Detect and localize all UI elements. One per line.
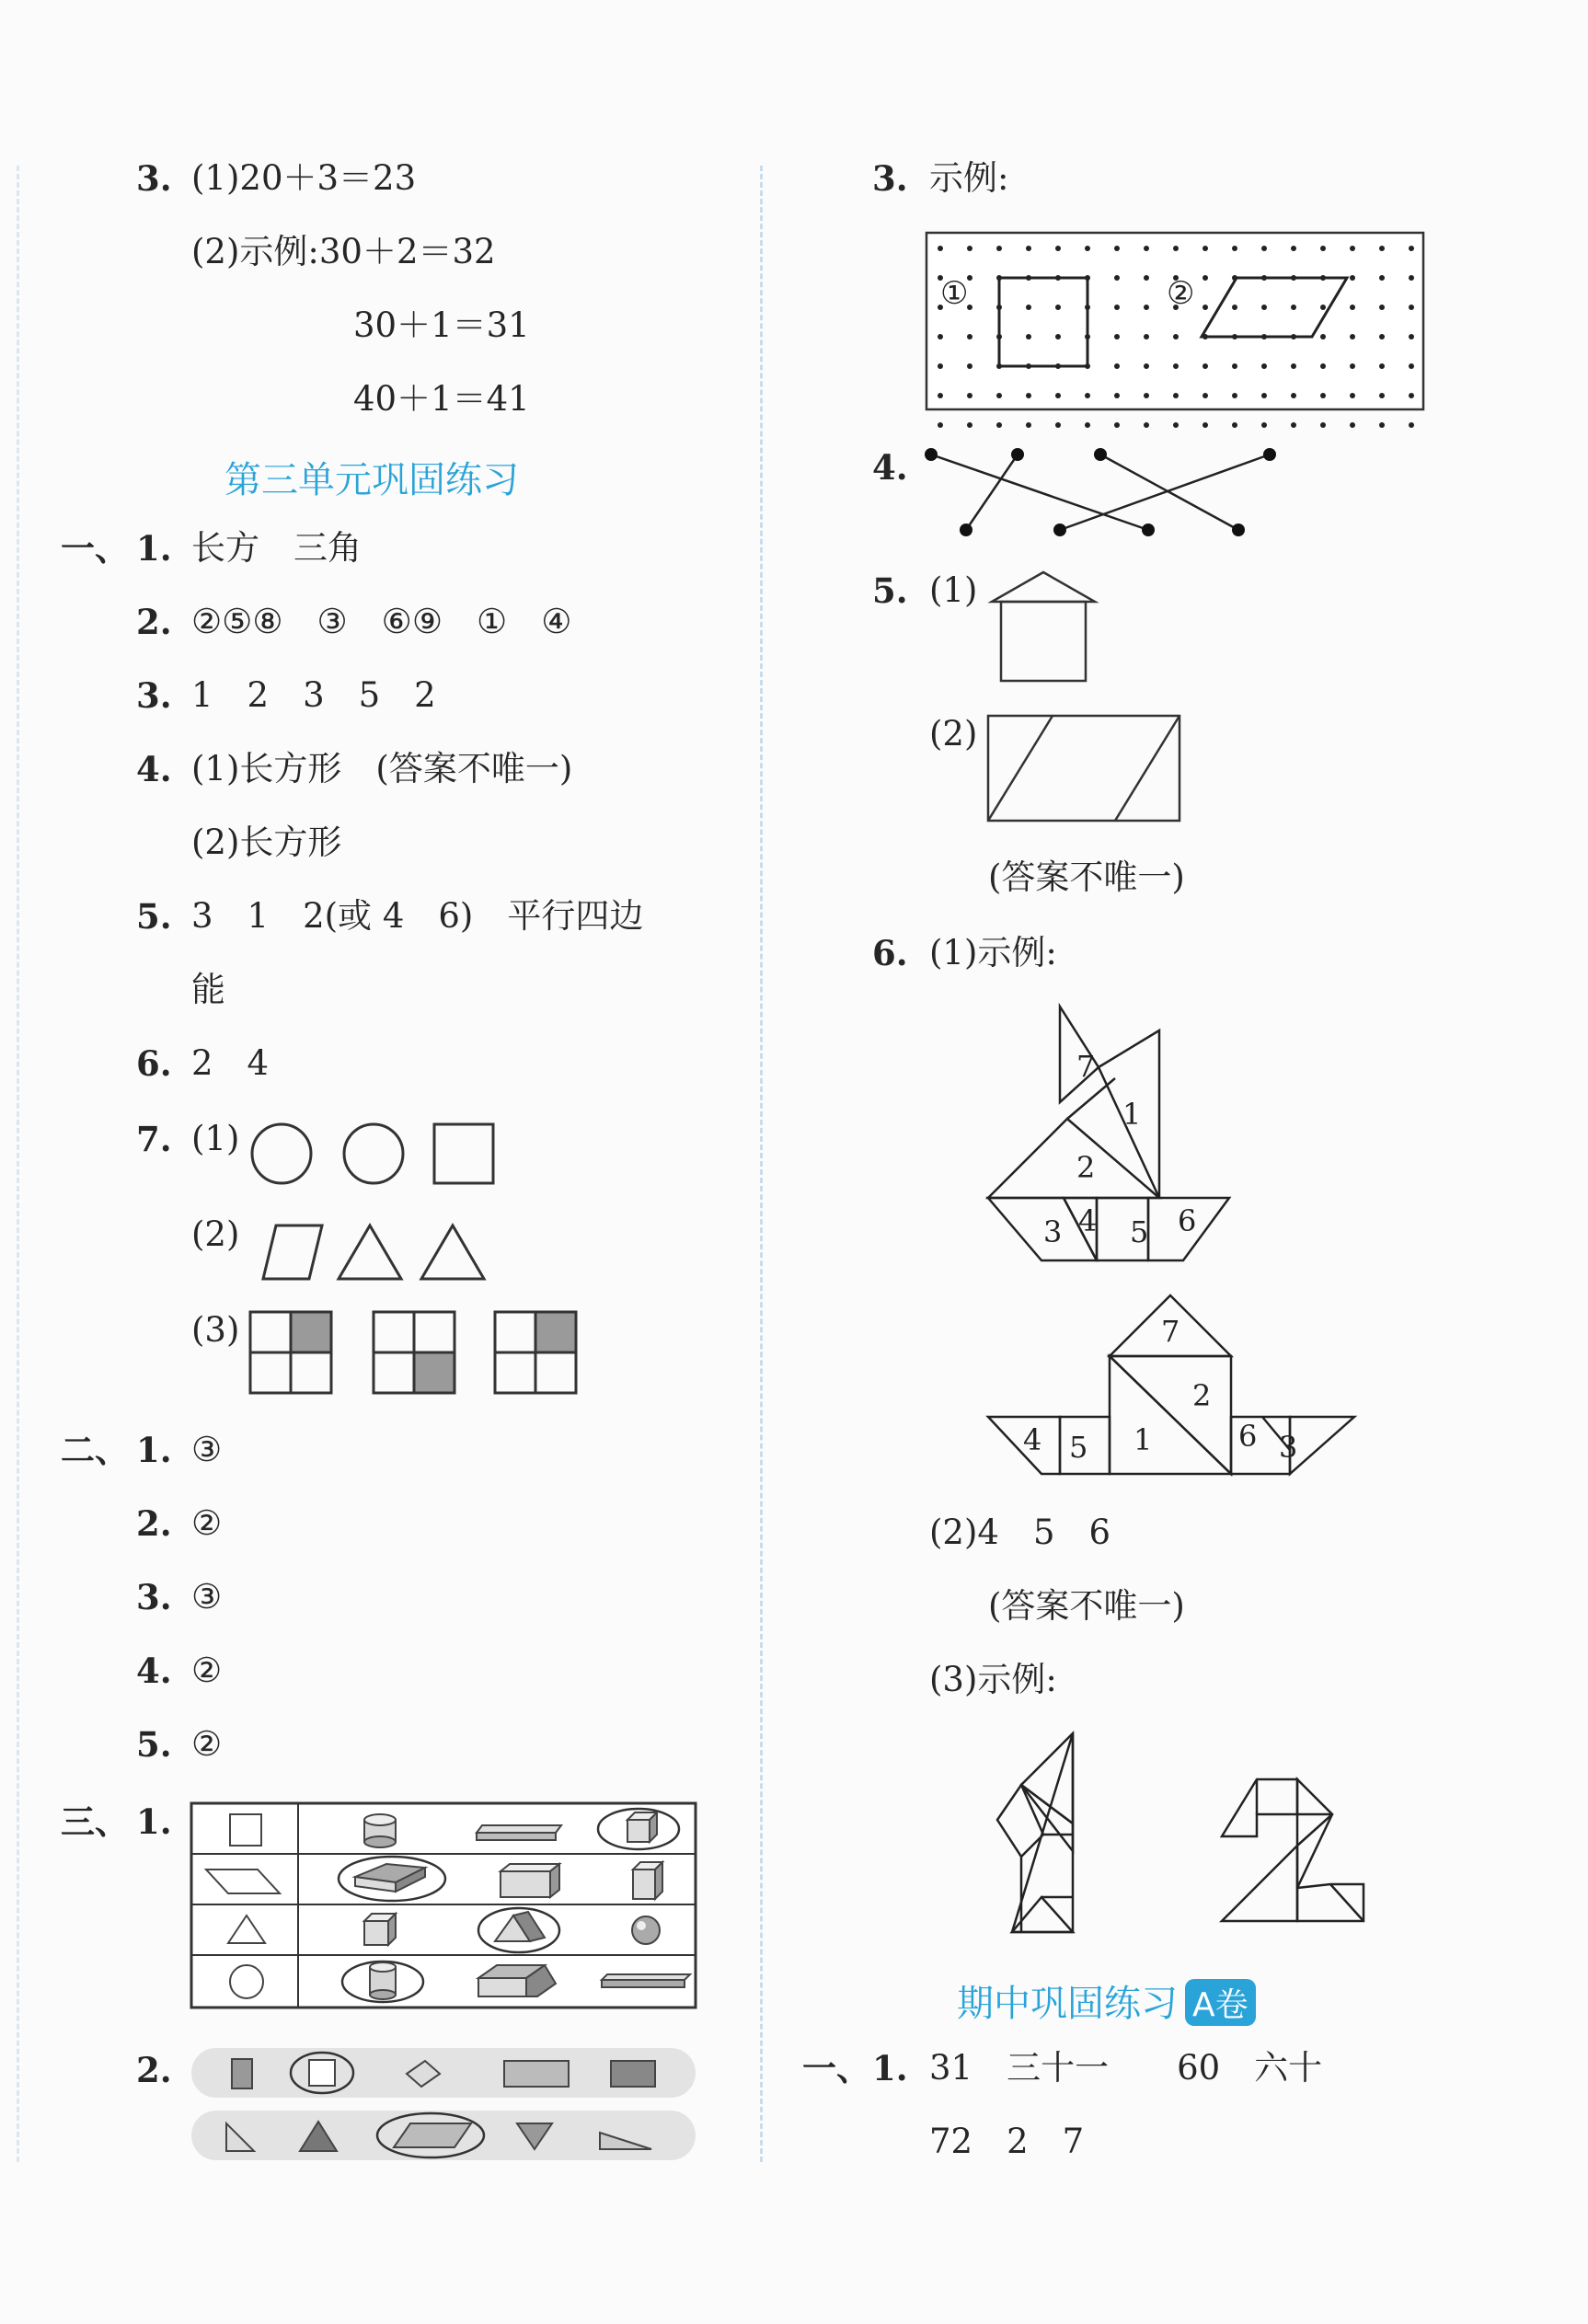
grid-dot	[1203, 305, 1208, 310]
circled-square-face	[309, 2060, 335, 2086]
grid-dot	[1173, 246, 1179, 251]
p1-q7-sub1: (1)	[191, 1119, 240, 1158]
r-part1-label: 一、	[802, 2048, 870, 2088]
grid-dot	[1409, 334, 1414, 339]
p1-q4-answer-2: (2)长方形	[191, 823, 342, 862]
p1-q7-number: 7.	[136, 1119, 172, 1159]
r-p1-q1-answer-2: 72 2 7	[929, 2122, 1085, 2161]
section-title-midterm-text: 期中巩固练习	[957, 1983, 1178, 2025]
tangram2-piece-3: 3	[1279, 1430, 1298, 1465]
r-q6-note: (答案不唯一)	[988, 1586, 1185, 1626]
rectangle-face	[232, 2059, 252, 2088]
grid-dot	[1173, 334, 1179, 339]
grid-dot	[1291, 393, 1296, 398]
cylinder-icon	[364, 1814, 396, 1847]
r-q3-number: 3.	[872, 158, 908, 199]
p1-q3-number: 3.	[136, 675, 172, 716]
q7-2-shapes	[248, 1213, 506, 1286]
tangram1-piece-2: 2	[1076, 1150, 1096, 1185]
tangram1-piece-5: 5	[1130, 1214, 1149, 1249]
grid-dot	[1144, 246, 1149, 251]
r-q5-note: (答案不唯一)	[988, 857, 1185, 897]
triangle-shape-1	[339, 1225, 401, 1279]
matching-lines	[920, 442, 1288, 543]
p2-q3-answer: ③	[191, 1577, 223, 1616]
grid-dot	[938, 422, 943, 428]
r-q5-number: 5.	[872, 570, 908, 611]
grid-dot	[1203, 422, 1208, 428]
r-q6-number: 6.	[872, 933, 908, 973]
grid-dot	[1114, 393, 1120, 398]
triangle-shape-2	[421, 1225, 484, 1279]
dark-rectangle-face	[611, 2061, 655, 2087]
p2-q2-answer: ②	[191, 1503, 223, 1543]
grid-dot	[1350, 275, 1355, 281]
flat-board-icon	[477, 1825, 561, 1840]
grid-dot	[1232, 246, 1237, 251]
grid-dot	[1261, 422, 1267, 428]
r-q4-number: 4.	[872, 447, 908, 488]
circle-shape-1	[252, 1124, 311, 1183]
q3-number: 3.	[136, 158, 172, 199]
grid-dot	[1085, 422, 1090, 428]
p1-q5-answer-1: 3 1 2(或 4 6) 平行四边	[191, 896, 644, 936]
p1-q1-answer: 长方 三角	[191, 528, 362, 568]
grid-dot	[1232, 305, 1237, 310]
grid-dot	[1409, 275, 1414, 281]
grid-dot	[1144, 275, 1149, 281]
grid-dot	[1232, 422, 1237, 428]
grid-dot	[1055, 305, 1061, 310]
grid-dot	[1173, 363, 1179, 369]
grid-dot	[1320, 422, 1326, 428]
long-rectangle-face	[504, 2061, 569, 2087]
r-q6-sub3: (3)示例:	[929, 1660, 1057, 1699]
tangram1-piece-7: 7	[1076, 1049, 1096, 1084]
grid-dot	[1291, 363, 1296, 369]
p2-q5-answer: ②	[191, 1724, 223, 1764]
grid-dot	[1144, 363, 1149, 369]
r-q5-sub2: (2)	[929, 714, 978, 754]
grid-dot	[1114, 246, 1120, 251]
r-q5-sub1: (1)	[929, 570, 978, 610]
part2-label: 二、	[61, 1430, 129, 1470]
r-q6-sub1: (1)示例:	[929, 933, 1057, 972]
grid-dot	[1350, 334, 1355, 339]
cube-icon	[364, 1914, 396, 1945]
grid-dot	[1261, 305, 1267, 310]
tangram2-piece-4: 4	[1023, 1422, 1042, 1457]
q7-3-grids	[250, 1310, 600, 1398]
grid-dot	[1350, 246, 1355, 251]
tangram1-piece-4: 4	[1078, 1203, 1098, 1238]
grid-dot	[1055, 393, 1061, 398]
p1-q5-answer-2: 能	[191, 970, 225, 1009]
p1-q4-answer-1: (1)长方形 (答案不唯一)	[191, 749, 573, 788]
tangram1-piece-1: 1	[1122, 1097, 1142, 1132]
p2-q4-number: 4.	[136, 1651, 172, 1691]
tangram-boat-2	[986, 1294, 1364, 1478]
grid-dot	[1055, 422, 1061, 428]
grid-dot	[1379, 275, 1385, 281]
r-p1-q1-number: 1.	[872, 2048, 908, 2088]
section-title-midterm	[957, 1974, 1256, 2027]
grid-dot	[1409, 422, 1414, 428]
r-q3-text: 示例:	[929, 158, 1009, 198]
grid-dot	[938, 246, 943, 251]
part1-label: 一、	[61, 528, 129, 569]
grid-dot	[1085, 393, 1090, 398]
p1-q7-sub3: (3)	[191, 1310, 240, 1350]
p2-q2-number: 2.	[136, 1503, 172, 1544]
grid-dot	[1350, 393, 1355, 398]
cuboid-icon-2	[633, 1862, 662, 1899]
grid-dot	[1173, 393, 1179, 398]
grid-dot	[1350, 305, 1355, 310]
p3-q1-number: 1.	[136, 1801, 172, 1842]
grid-dot	[1085, 246, 1090, 251]
wedge-block-icon	[478, 1965, 556, 1996]
house-shape	[986, 570, 1106, 683]
volume-a-badge: A卷	[1185, 1979, 1256, 2026]
p2-q1-number: 1.	[136, 1430, 172, 1470]
q3-answer-2: (2)示例:30＋2＝32	[191, 232, 496, 271]
grid-dot	[1379, 246, 1385, 251]
tangram2-piece-5: 5	[1069, 1430, 1088, 1465]
sphere-icon	[632, 1916, 660, 1944]
q3-answer-4: 40＋1＝41	[353, 379, 530, 419]
grid-dot	[1114, 275, 1120, 281]
grid-dot	[1261, 363, 1267, 369]
grid-dot	[1203, 246, 1208, 251]
r-q6-sub2: (2)4 5 6	[929, 1513, 1111, 1552]
grid-dot	[1261, 246, 1267, 251]
grid-dot	[1379, 363, 1385, 369]
grid-dot	[1026, 422, 1031, 428]
tangram2-piece-6: 6	[1238, 1419, 1258, 1454]
tangram1-piece-6: 6	[1178, 1203, 1197, 1238]
grid-dot	[1144, 334, 1149, 339]
grid-dot	[1379, 334, 1385, 339]
p1-q6-number: 6.	[136, 1043, 172, 1084]
figure-1-mark: ①	[940, 275, 969, 312]
grid-3	[495, 1312, 576, 1393]
grid-dot	[1026, 305, 1031, 310]
section-title-unit3: 第三单元巩固练习	[224, 459, 519, 501]
grid-dot	[1026, 393, 1031, 398]
grid-dot	[967, 422, 972, 428]
tangram1-piece-3: 3	[1043, 1214, 1063, 1249]
grid-dot	[1232, 363, 1237, 369]
thin-plank-icon	[602, 1974, 690, 1987]
shape-classification-table	[190, 1801, 697, 2009]
circle-shape-2	[344, 1124, 403, 1183]
p1-q3-answer: 1 2 3 5 2	[191, 675, 436, 715]
grid-dot	[996, 422, 1002, 428]
p1-q5-number: 5.	[136, 896, 172, 937]
grid-dot	[1320, 363, 1326, 369]
grid-dot	[1026, 334, 1031, 339]
tangram2-piece-2: 2	[1192, 1378, 1212, 1413]
grid-dot	[1379, 305, 1385, 310]
grid-dot	[1261, 393, 1267, 398]
grid-dot	[996, 246, 1002, 251]
grid-1	[250, 1312, 331, 1393]
grid-dot	[1203, 363, 1208, 369]
grid-dot	[967, 393, 972, 398]
grid-dot	[1320, 334, 1326, 339]
grid-dot	[1026, 246, 1031, 251]
grid-dot	[1320, 393, 1326, 398]
p2-q1-answer: ③	[191, 1430, 223, 1469]
grid-dot	[1114, 334, 1120, 339]
p1-q7-sub2: (2)	[191, 1214, 240, 1254]
grid-dot	[1409, 363, 1414, 369]
p2-q4-answer: ②	[191, 1651, 223, 1690]
q3-answer-1: (1)20＋3＝23	[191, 158, 417, 198]
grid-dot	[1350, 422, 1355, 428]
left-margin-guide	[17, 166, 19, 2162]
cuboid-icon-1	[501, 1864, 559, 1897]
grid-dot	[1350, 363, 1355, 369]
divided-rectangle	[986, 714, 1183, 824]
tangram2-piece-1: 1	[1133, 1422, 1153, 1457]
grid-dot	[1114, 363, 1120, 369]
grid-dot	[1144, 393, 1149, 398]
grid-dot	[1320, 246, 1326, 251]
grid-dot	[1320, 305, 1326, 310]
r-p1-q1-answer: 31 三十一 60 六十	[929, 2048, 1323, 2088]
grid-dot	[1173, 422, 1179, 428]
p2-q3-number: 3.	[136, 1577, 172, 1617]
shape-grouping-rows	[190, 2046, 697, 2166]
grid-dot	[1203, 275, 1208, 281]
grid-dot	[1291, 246, 1296, 251]
grid-dot	[1055, 246, 1061, 251]
grid-dot	[1203, 393, 1208, 398]
grid-dot	[1114, 422, 1120, 428]
dot-grid-drawing	[926, 232, 1424, 410]
p2-q5-number: 5.	[136, 1724, 172, 1765]
grid-dot	[967, 363, 972, 369]
grid-dot	[967, 334, 972, 339]
grid-dot	[1379, 422, 1385, 428]
p1-q2-answer: ②⑤⑧ ③ ⑥⑨ ① ④	[191, 602, 572, 641]
q3-answer-3: 30＋1＝31	[353, 305, 530, 345]
figure-2-mark: ②	[1167, 275, 1195, 312]
grid-2	[374, 1312, 455, 1393]
grid-dot	[938, 334, 943, 339]
grid-dot	[1409, 246, 1414, 251]
grid-dot	[1144, 305, 1149, 310]
grid-dot	[1409, 305, 1414, 310]
grid-dot	[1379, 393, 1385, 398]
p1-q4-number: 4.	[136, 749, 172, 789]
grid-dot	[1409, 393, 1414, 398]
grid-dot	[996, 393, 1002, 398]
p3-q2-number: 2.	[136, 2050, 172, 2090]
grid-dot	[1144, 422, 1149, 428]
parallelogram-shape	[263, 1225, 322, 1279]
q7-1-shapes	[248, 1117, 506, 1191]
column-divider	[760, 166, 763, 2162]
grid-dot	[1291, 305, 1296, 310]
tangram2-piece-7: 7	[1161, 1314, 1180, 1349]
grid-dot	[938, 393, 943, 398]
square-shape	[434, 1124, 493, 1183]
grid-dot	[1232, 393, 1237, 398]
p1-q1-number: 1.	[136, 528, 172, 569]
grid-dot	[1291, 422, 1296, 428]
grid-dot	[938, 363, 943, 369]
grid-dot	[1055, 334, 1061, 339]
part3-label: 三、	[61, 1801, 129, 1842]
grid-dot	[1114, 305, 1120, 310]
tangram-digit-1	[994, 1731, 1086, 1936]
tangram-digit-2	[1220, 1778, 1367, 1925]
p1-q2-number: 2.	[136, 602, 172, 642]
grid-dot	[967, 246, 972, 251]
p1-q6-answer: 2 4	[191, 1043, 270, 1083]
tangram-boat-1	[986, 1005, 1235, 1262]
